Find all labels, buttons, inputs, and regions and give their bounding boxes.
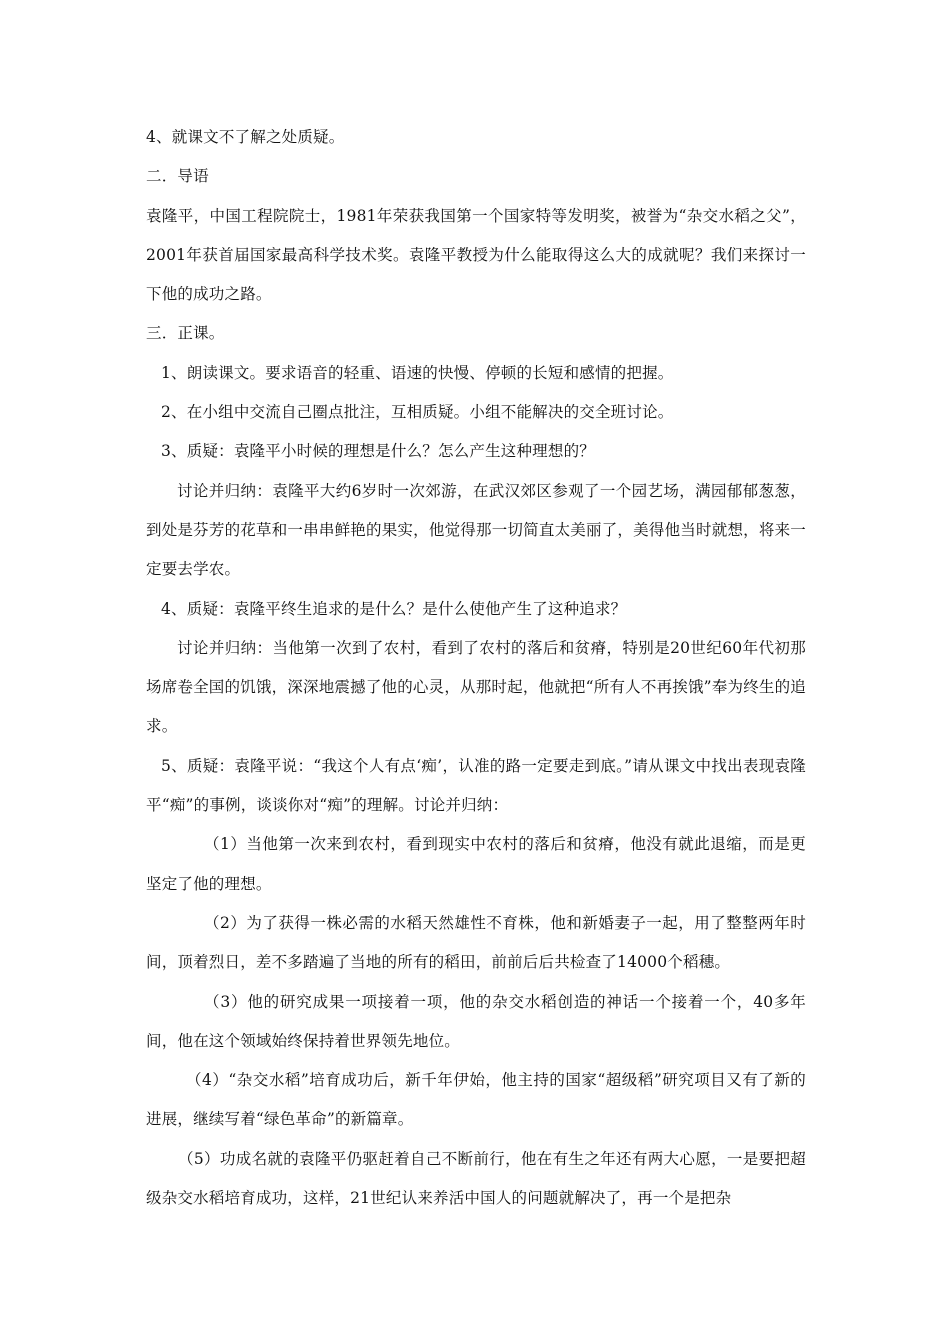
intro-paragraph: 袁隆平，中国工程院院士，1981年荣获我国第一个国家特等发明奖，被誉为“杂交水稻之父”，2001年获首届国家最高科学技术奖。袁隆平教授为什么能取得这么大的成就呢？我们来探讨一下他的成功之路。 (146, 206, 806, 304)
example-item-3: （3）他的研究成果一项接着一项，他的杂交水稻创造的神话一个接着一个，40多年间，他在这个领域始终保持着世界领先地位。 (146, 992, 806, 1050)
section-heading-main-lesson: 三．正课。 (146, 324, 225, 343)
lesson-step-4: 4、质疑：袁隆平终生追求的是什么？是什么使他产生了这种追求？ (161, 599, 627, 618)
lesson-step-1: 1、朗读课文。要求语音的轻重、语速的快慢、停顿的长短和感情的把握。 (161, 363, 674, 382)
discussion-answer-1: 讨论并归纳：袁隆平大约6岁时一次郊游，在武汉郊区参观了一个园艺场，满园郁郁葱葱，到处是芬芳的花草和一串串鲜艳的果实，他觉得那一切简直太美丽了，美得他当时就想，将来一定要去学农。 (146, 481, 806, 579)
lesson-step-5: 5、质疑：袁隆平说：“我这个人有点‘痴’，认准的路一定要走到底。”请从课文中找出表现袁隆平“痴”的事例，谈谈你对“痴”的理解。讨论并归纳： (146, 756, 806, 815)
document-body (146, 118, 806, 1218)
example-item-5: （5）功成名就的袁隆平仍驱赶着自己不断前行，他在有生之年还有两大心愿，一是要把超级杂交水稻培育成功，这样，21世纪认来养活中国人的问题就解决了，再一个是把杂 (146, 1149, 806, 1208)
example-item-2: （2）为了获得一株必需的水稻天然雄性不育株，他和新婚妻子一起，用了整整两年时间，顶着烈日，差不多踏遍了当地的所有的稻田，前前后后共检查了14000个稻穗。 (146, 913, 806, 972)
discussion-answer-2: 讨论并归纳：当他第一次到了农村，看到了农村的落后和贫瘠，特别是20世纪60年代初那场席卷全国的饥饿，深深地震撼了他的心灵，从那时起，他就把“所有人不再挨饿”奉为终生的追求。 (146, 638, 806, 736)
lesson-step-2: 2、在小组中交流自己圈点批注，互相质疑。小组不能解决的交全班讨论。 (161, 403, 674, 422)
example-item-1: （1）当他第一次来到农村，看到现实中农村的落后和贫瘠，他没有就此退缩，而是更坚定了他的理想。 (146, 835, 806, 893)
list-item-question-prompt: 4、就课文不了解之处质疑。 (146, 128, 345, 146)
example-item-4: （4）“杂交水稻”培育成功后，新千年伊始，他主持的国家“超级稻”研究项目又有了新的进展，继续写着“绿色革命”的新篇章。 (146, 1071, 806, 1129)
section-heading-intro: 二．导语 (146, 167, 209, 186)
lesson-step-3: 3、质疑：袁隆平小时候的理想是什么？怎么产生这种理想的？ (161, 442, 595, 461)
